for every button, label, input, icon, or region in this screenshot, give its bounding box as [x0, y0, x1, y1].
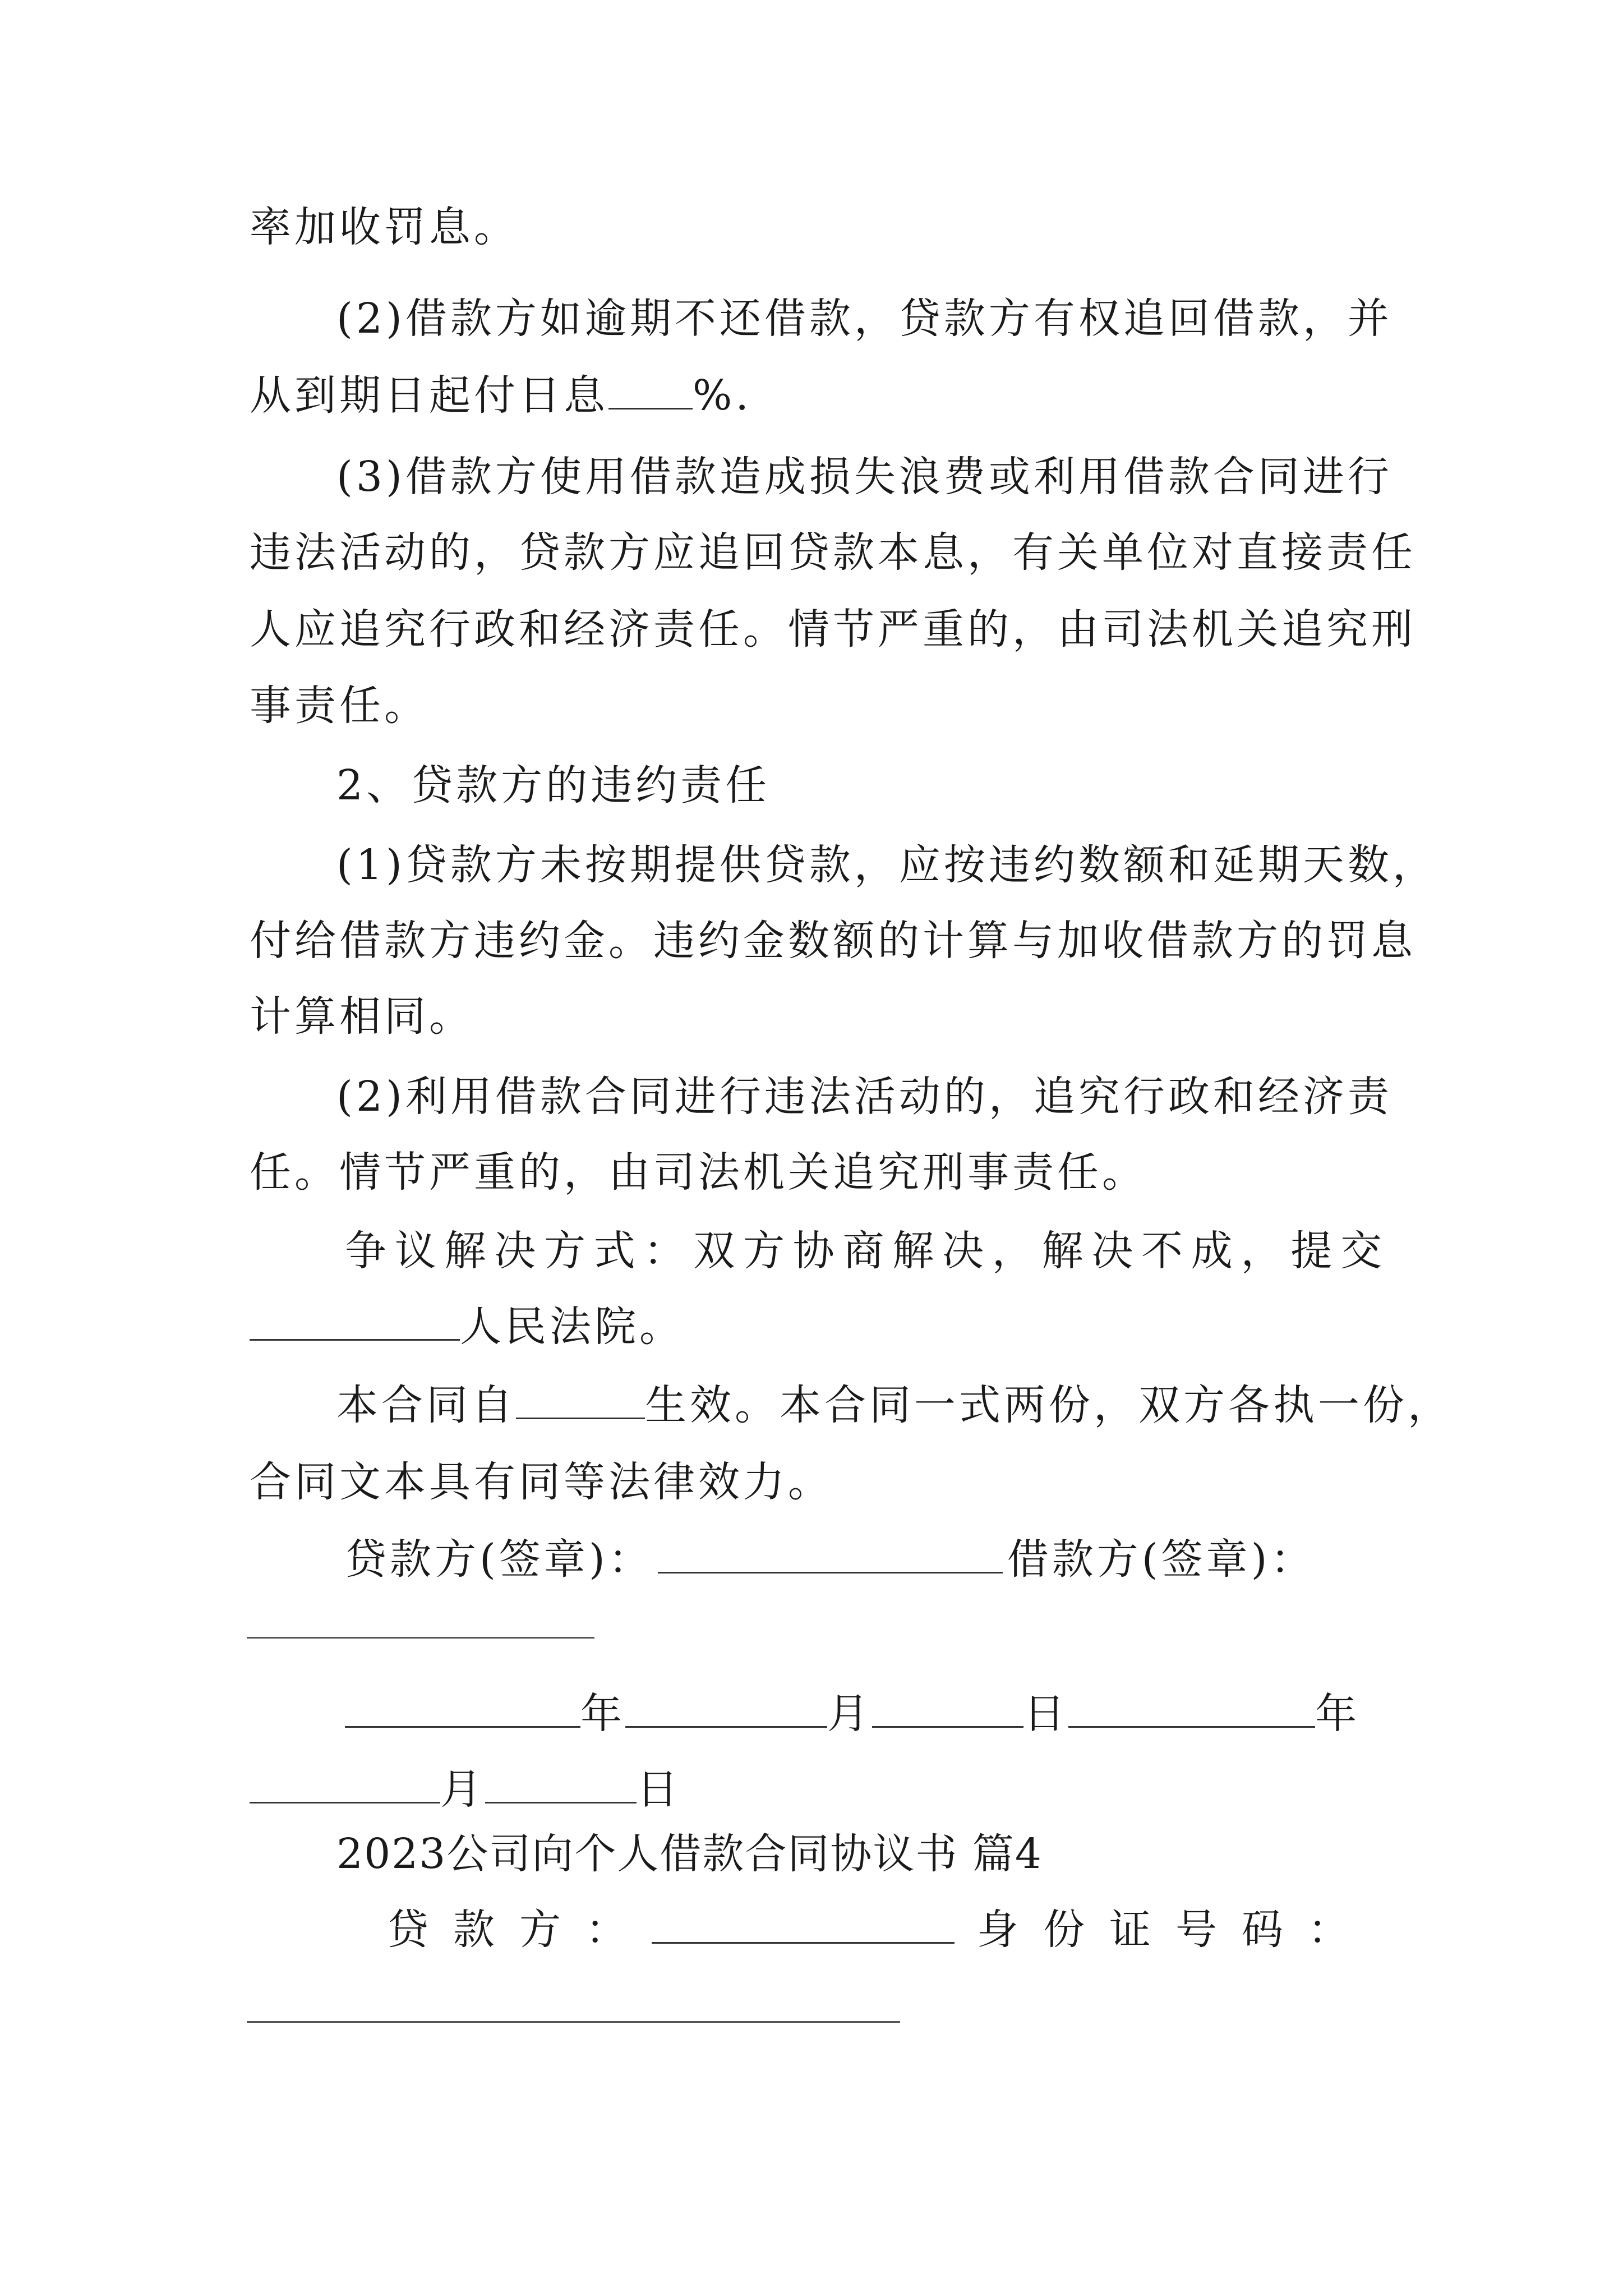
- text-line: (3)借款方使用借款造成损失浪费或利用借款合同进行: [336, 453, 1393, 501]
- date-line: [250, 1761, 681, 1818]
- day-label: 日: [637, 1765, 681, 1814]
- text-line: 合同文本具有同等法律效力。: [250, 1458, 833, 1506]
- text-line: 人应追究行政和经济责任。情节严重的，由司法机关追究刑: [250, 605, 1416, 654]
- text-line: 计算相同。: [250, 992, 474, 1041]
- lender-label: 贷款方：: [387, 1906, 652, 1954]
- text-segment: 从到期日起付日息: [250, 371, 608, 420]
- lender-name-blank[interactable]: [652, 1904, 955, 1944]
- section-title: 2023公司向个人借款合同协议书 篇4: [336, 1830, 1043, 1878]
- day-blank[interactable]: [872, 1688, 1023, 1728]
- id-number-label: 身份证号码：: [977, 1906, 1374, 1954]
- signature-line: [345, 1531, 1316, 1588]
- year-blank[interactable]: [345, 1688, 580, 1728]
- text-segment: 生效。本合同一式两份，双方各执一份，: [645, 1381, 1453, 1429]
- text-line: 违法活动的，贷款方应追回贷款本息，有关单位对直接责任: [250, 528, 1416, 577]
- year-label: 年: [1315, 1690, 1360, 1738]
- day-blank[interactable]: [485, 1764, 637, 1803]
- text-line: 付给借款方违约金。违约金数额的计算与加收借款方的罚息: [250, 917, 1416, 965]
- date-line: [345, 1686, 1360, 1742]
- id-number-blank[interactable]: [247, 2021, 900, 2023]
- lender-signature-blank[interactable]: [658, 1534, 1003, 1573]
- text-line: (1)贷款方未按期提供贷款，应按违约数额和延期天数，: [336, 841, 1437, 889]
- text-line: 率加收罚息。: [250, 203, 519, 251]
- text-line: 事责任。: [250, 682, 429, 730]
- text-line: 争议解决方式：双方协商解决，解决不成，提交: [345, 1227, 1385, 1275]
- lender-id-line: [387, 1902, 1374, 1958]
- text-segment: %.: [693, 371, 752, 420]
- month-blank[interactable]: [625, 1688, 827, 1728]
- month-label: 月: [440, 1765, 485, 1814]
- fill-blank[interactable]: [516, 1379, 645, 1419]
- text-line: 任。情节严重的，由司法机关追究刑事责任。: [250, 1148, 1147, 1197]
- text-line: (2)借款方如逾期不还借款，贷款方有权追回借款，并: [336, 295, 1393, 343]
- text-line: [250, 1299, 684, 1355]
- day-label: 日: [1023, 1690, 1068, 1738]
- text-line: (2)利用借款合同进行违法活动的，追究行政和经济责: [336, 1073, 1393, 1121]
- text-line: [336, 1377, 1453, 1433]
- year-blank[interactable]: [1068, 1688, 1315, 1728]
- fill-blank[interactable]: [608, 370, 693, 409]
- section-heading: 2、贷款方的违约责任: [336, 761, 771, 809]
- lender-signature-label: 贷款方(签章)：: [345, 1535, 653, 1584]
- fill-blank[interactable]: [250, 1301, 460, 1341]
- month-label: 月: [827, 1690, 872, 1738]
- month-blank[interactable]: [250, 1764, 440, 1803]
- text-line: [250, 367, 752, 424]
- year-label: 年: [580, 1690, 625, 1738]
- text-segment: 本合同自: [336, 1381, 516, 1429]
- text-segment: 人民法院。: [460, 1303, 684, 1351]
- borrower-signature-label: 借款方(签章)：: [1007, 1535, 1316, 1584]
- borrower-signature-blank[interactable]: [247, 1637, 594, 1639]
